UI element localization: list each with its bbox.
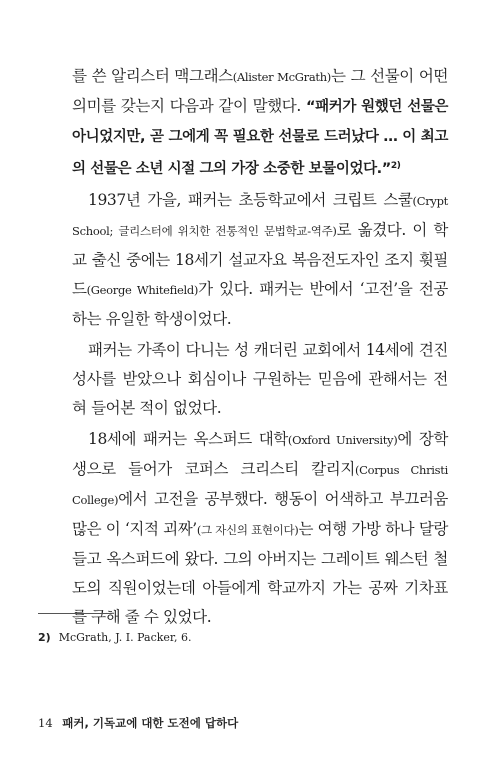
text-run: 가 있다. 패커는 반에서 ‘고전’을 전공하는 유일한 학생이었다. bbox=[72, 280, 448, 328]
text-run: 18세에 패커는 옥스퍼드 대학 bbox=[88, 430, 288, 448]
text-run: 에서 고전을 공부했다. 행동이 어색하고 부끄러움 많은 이 ‘지적 괴짜’ bbox=[72, 490, 448, 538]
parenthetical: (Corpus Christi College) bbox=[72, 463, 448, 507]
parenthetical: (George Whitefield) bbox=[86, 283, 199, 297]
quotation: “패커가 원했던 선물은 아니었지만, 곧 그에게 꼭 필요한 선물로 드러났다 … 이 최고의 선물은 소년 시절 그의 가장 소중한 보물이었다.” bbox=[72, 99, 449, 177]
text-run: 를 쓴 알리스터 맥그래스 bbox=[72, 67, 233, 85]
text-run: 에 장학생으로 들어가 코퍼스 크리스티 칼리지 bbox=[72, 430, 449, 478]
footnote-reference[interactable]: 2) bbox=[390, 161, 401, 171]
footnote-number: 2) bbox=[38, 631, 51, 644]
text-run: 로 옮겼다. 이 학교 출신 중에는 18세기 설교자요 복음전도자인 조지 휫필드 bbox=[72, 221, 448, 298]
footnote-divider bbox=[38, 613, 112, 614]
page-footer bbox=[38, 715, 458, 731]
parenthetical: (Alister McGrath) bbox=[232, 70, 331, 84]
footnote bbox=[38, 631, 438, 644]
parenthetical: (Crypt School; 글리스터에 위치한 전통적인 문법학교-역주) bbox=[72, 194, 448, 238]
footnote-text: McGrath, J. I. Packer, 6. bbox=[58, 631, 192, 644]
parenthetical: (그 자신의 표현이다) bbox=[196, 523, 299, 537]
text-run: 패커는 가족이 다니는 성 캐더린 교회에서 14세에 견진성사를 받았으나 회심이나 구원하는 믿음에 관해서는 전혀 들어본 적이 없었다. bbox=[72, 341, 448, 417]
running-title: 패커, 기독교에 대한 도전에 답하다 bbox=[62, 716, 239, 730]
paragraph bbox=[72, 336, 448, 423]
paragraph bbox=[72, 425, 448, 632]
text-run: 는 그 선물이 어떤 의미를 갖는지 다음과 같이 말했다. bbox=[72, 67, 448, 115]
page-number: 14 bbox=[38, 716, 53, 730]
body-text bbox=[72, 62, 448, 634]
paragraph bbox=[72, 62, 448, 184]
parenthetical: (Oxford University) bbox=[287, 433, 398, 447]
text-run: 는 여행 가방 하나 달랑 들고 옥스퍼드에 왔다. 그의 아버지는 그레이트 웨스턴 철도의 직원이었는데 아들에게 학교까지 가는 공짜 기차표를 구해 줄 수 있었다. bbox=[72, 520, 448, 626]
text-run: 1937년 가을, 패커는 초등학교에서 크립트 스쿨 bbox=[88, 191, 413, 209]
paragraph bbox=[72, 186, 448, 334]
